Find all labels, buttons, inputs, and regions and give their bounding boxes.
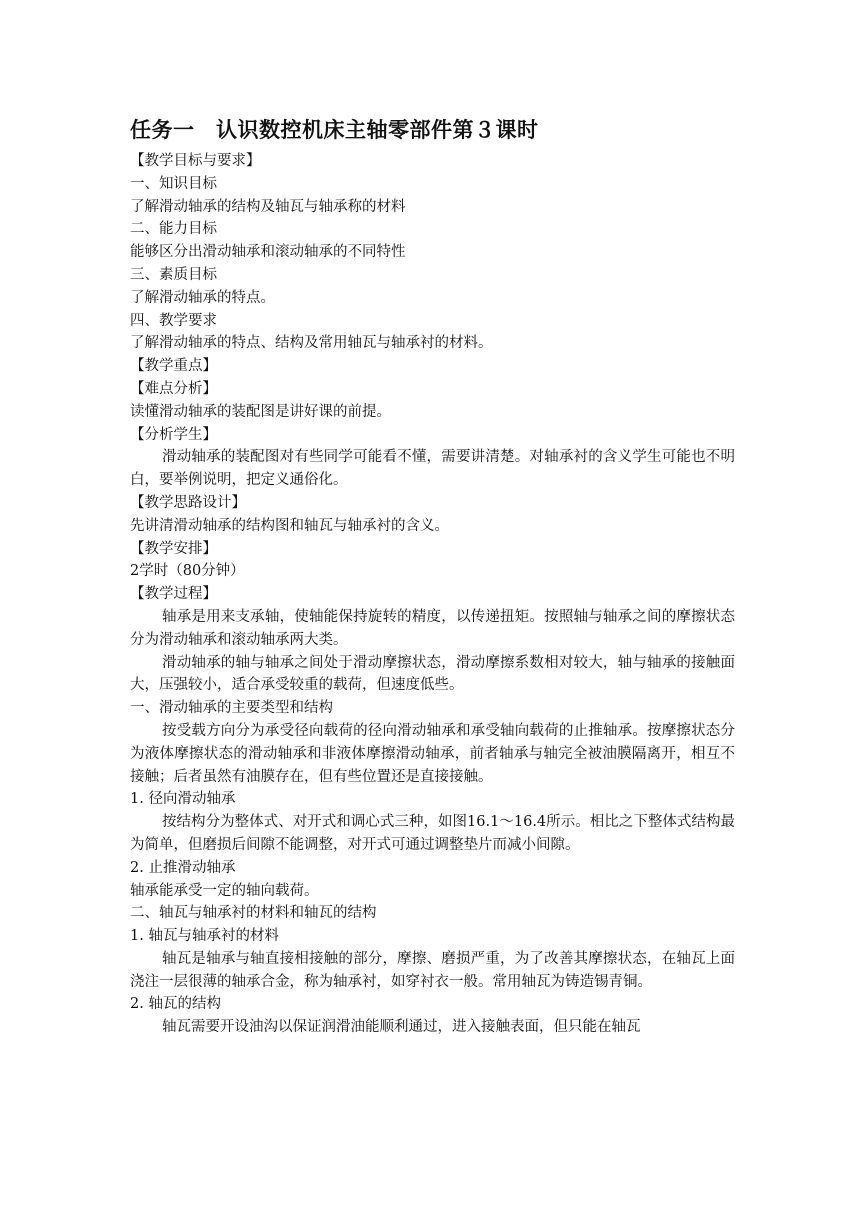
subheading: 1. 径向滑动轴承 [130, 791, 236, 808]
subheading: 2. 止推滑动轴承 [130, 859, 236, 876]
paragraph: 按受载方向分为承受径向载荷的径向滑动轴承和承受轴向载荷的止推轴承。按摩擦状态分为液体摩擦状态的滑动轴承和非液体摩擦滑动轴承，前者轴承与轴完全被油膜隔离开，相互不接触；后者虽然有油膜存在，但有些位置还是直接接触。 [130, 722, 735, 785]
text-line: 轴承能承受一定的轴向载荷。 [130, 882, 319, 899]
section-heading-goals: 【教学目标与要求】 [130, 153, 261, 169]
text-line: 了解滑动轴承的特点。 [130, 289, 275, 306]
document-body [130, 150, 735, 1039]
text-line: 读懂滑动轴承的装配图是讲好课的前提。 [130, 403, 391, 420]
section-heading-process: 【教学过程】 [130, 586, 217, 603]
text-line: 先讲清滑动轴承的结构图和轴瓦与轴承衬的含义。 [130, 517, 449, 534]
section-heading-schedule: 【教学安排】 [130, 540, 217, 557]
text-line: 能够区分出滑动轴承和滚动轴承的不同特性 [130, 244, 406, 261]
subheading-knowledge: 一、知识目标 [130, 175, 217, 192]
subheading: 2. 轴瓦的结构 [130, 996, 221, 1013]
subheading: 1. 轴瓦与轴承衬的材料 [130, 928, 279, 945]
document-title: 任务一 认识数控机床主轴零部件第３课时 [130, 118, 539, 142]
paragraph: 轴承是用来支承轴，使轴能保持旋转的精度，以传递扭矩。按照轴与轴承之间的摩擦状态分为滑动轴承和滚动轴承两大类。 [130, 608, 735, 648]
section-heading-students: 【分析学生】 [130, 426, 217, 443]
text-line: 了解滑动轴承的结构及轴瓦与轴承称的材料 [130, 198, 406, 215]
paragraph: 滑动轴承的轴与轴承之间处于滑动摩擦状态，滑动摩擦系数相对较大，轴与轴承的接触面大，压强较小，适合承受较重的载荷，但速度低些。 [130, 654, 735, 694]
paragraph: 按结构分为整体式、对开式和调心式三种，如图16.1～16.4所示。相比之下整体式结构最为简单，但磨损后间隙不能调整，对开式可通过调整垫片而减小间隙。 [130, 814, 735, 853]
text-line: 了解滑动轴承的特点、结构及常用轴瓦与轴承衬的材料。 [130, 335, 493, 352]
paragraph: 滑动轴承的装配图对有些同学可能看不懂，需要讲清楚。对轴承衬的含义学生可能也不明白，要举例说明，把定义通俗化。 [130, 449, 735, 489]
subheading: 一、滑动轴承的主要类型和结构 [130, 700, 333, 717]
subheading: 二、轴瓦与轴承衬的材料和轴瓦的结构 [130, 905, 377, 922]
section-heading-key-points: 【教学重点】 [130, 358, 217, 375]
subheading-requirements: 四、教学要求 [130, 312, 217, 329]
section-heading-design: 【教学思路设计】 [130, 494, 246, 511]
text-line: 2学时（80分钟） [130, 563, 245, 580]
subheading-quality: 三、素质目标 [130, 266, 217, 283]
paragraph: 轴瓦是轴承与轴直接相接触的部分，摩擦、磨损严重，为了改善其摩擦状态，在轴瓦上面浇注一层很薄的轴承合金，称为轴承衬，如穿衬衣一般。常用轴瓦为铸造锡青铜。 [130, 950, 735, 990]
paragraph: 轴瓦需要开设油沟以保证润滑油能顺利通过，进入接触表面，但只能在轴瓦 [162, 1019, 641, 1036]
subheading-ability: 二、能力目标 [130, 221, 217, 238]
section-heading-difficulty: 【难点分析】 [130, 380, 217, 397]
